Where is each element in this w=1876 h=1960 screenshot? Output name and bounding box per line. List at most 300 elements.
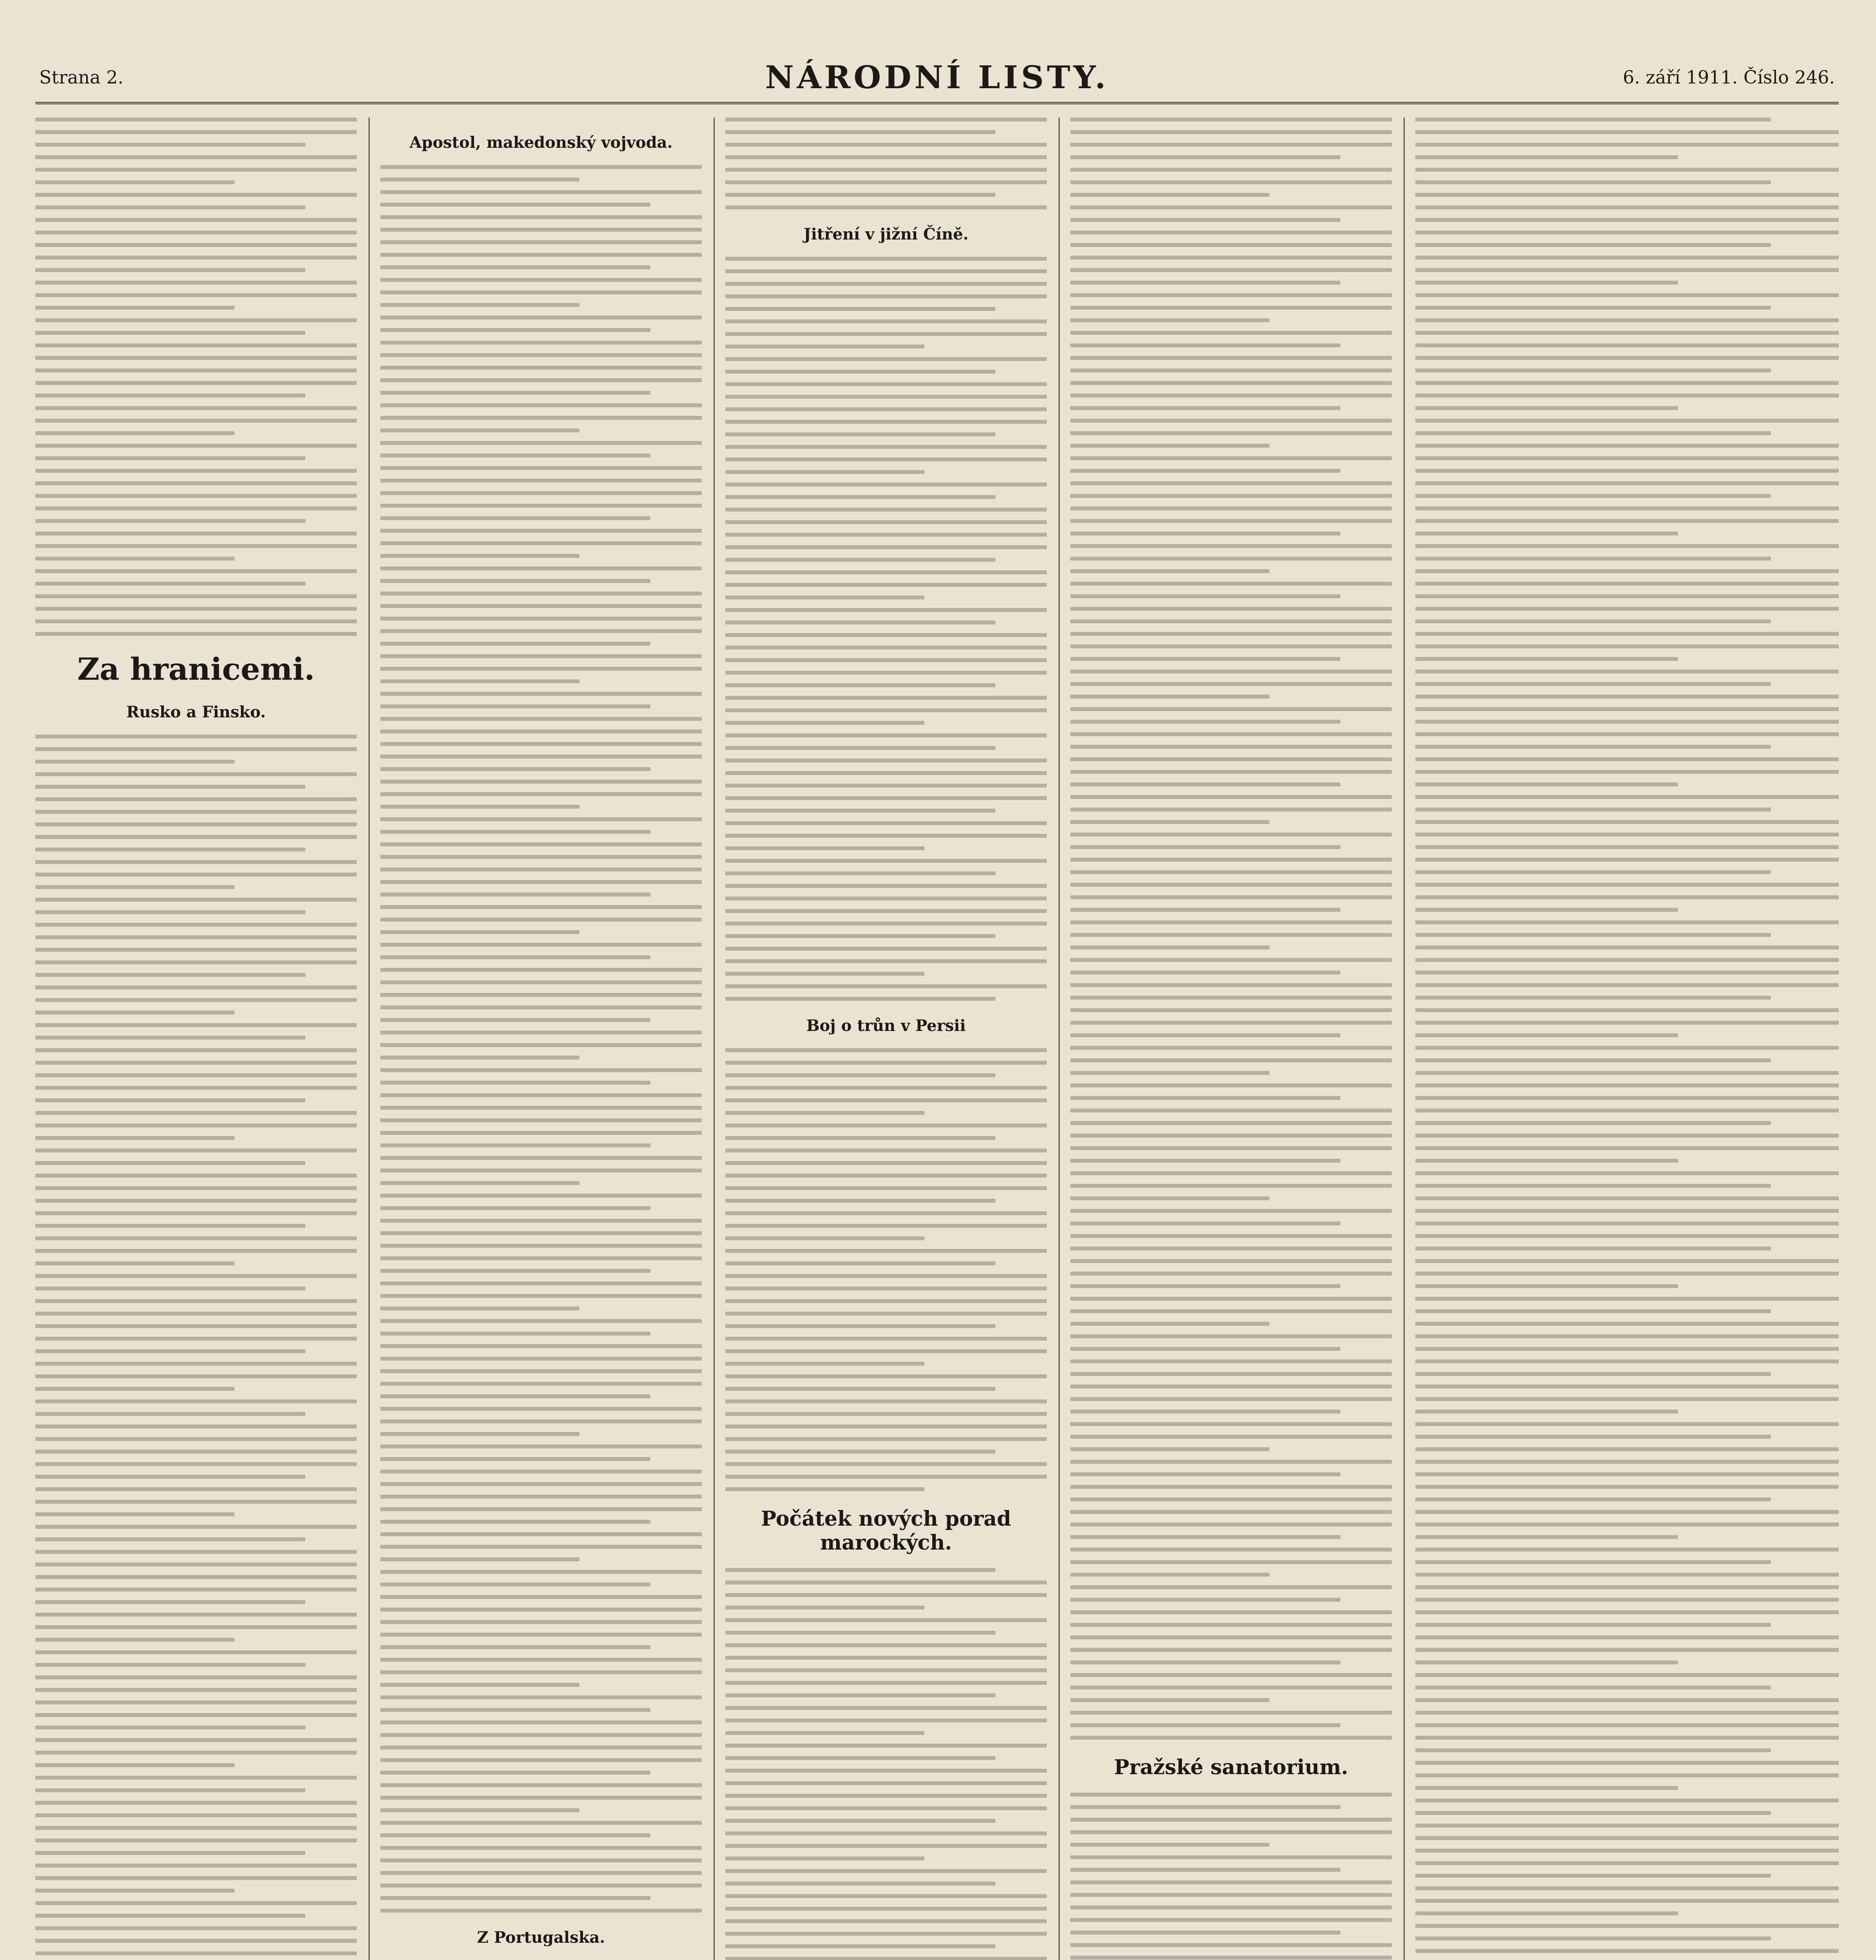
text-line: [1070, 143, 1392, 147]
text-line: [1415, 1359, 1839, 1363]
text-line: [380, 679, 579, 683]
text-line: [1070, 394, 1392, 397]
text-line: [1070, 268, 1392, 272]
text-line: [725, 1806, 1047, 1810]
text-line: [1070, 1585, 1392, 1589]
text-line: [380, 1194, 702, 1198]
text-line: [1070, 1422, 1392, 1426]
text-line: [380, 817, 702, 821]
text-line: [35, 1462, 357, 1466]
text-line: [35, 118, 357, 122]
text-line: [1070, 118, 1392, 122]
text-line: [380, 1470, 702, 1474]
text-line: [1415, 1736, 1839, 1740]
text-line: [725, 1719, 1047, 1722]
text-line: [35, 1650, 357, 1654]
text-line: [1070, 908, 1340, 912]
text-line: [1415, 1372, 1771, 1376]
text-line: [35, 747, 357, 751]
text-line: [1415, 757, 1839, 761]
text-line: [1415, 506, 1839, 510]
text-line: [725, 1475, 1047, 1479]
text-line: [380, 1520, 650, 1524]
text-line: [1070, 1868, 1340, 1872]
text-line: [1415, 594, 1839, 598]
text-line: [1070, 343, 1340, 347]
text-line: [725, 633, 1047, 637]
text-line: [1415, 1272, 1839, 1276]
text-line: [725, 708, 1047, 712]
text-line: [1415, 858, 1839, 862]
text-line: [1415, 946, 1839, 949]
text-line: [35, 1926, 357, 1930]
text-line: [1070, 1523, 1392, 1526]
text-line: [35, 1299, 357, 1303]
text-line: [1415, 1510, 1839, 1514]
text-line: [1070, 1843, 1269, 1847]
text-line: [725, 470, 924, 474]
text-line: [35, 1713, 357, 1717]
text-line: [1070, 406, 1340, 410]
text-line: [35, 205, 305, 209]
text-line: [1070, 707, 1392, 711]
text-line: [35, 444, 357, 448]
text-line: [725, 1061, 1047, 1065]
text-line: [725, 382, 1047, 386]
text-line: [1070, 569, 1269, 573]
text-line: [1070, 205, 1392, 209]
text-line: [1415, 218, 1839, 222]
text-line: [1070, 670, 1392, 673]
text-line: [725, 1668, 1047, 1672]
text-line: [1415, 870, 1771, 874]
text-line: [1415, 607, 1839, 611]
article-heading: Boj o trůn v Persii: [806, 1016, 966, 1035]
text-line: [1415, 118, 1771, 122]
text-line: [725, 205, 1047, 209]
text-line: [380, 792, 702, 796]
text-line: [380, 1068, 702, 1072]
text-line: [35, 519, 305, 523]
text-line: [380, 1281, 702, 1285]
text-line: [380, 1369, 702, 1373]
text-line: [725, 357, 1047, 361]
text-line: [725, 1425, 1047, 1428]
text-line: [725, 1287, 1047, 1290]
text-line: [1070, 1460, 1392, 1464]
text-line: [1070, 657, 1340, 661]
text-line: [1070, 808, 1392, 811]
text-line: [1415, 695, 1839, 699]
text-line: [35, 1199, 357, 1203]
text-line: [725, 445, 1047, 449]
text-line: [35, 1726, 305, 1730]
text-line: [1070, 594, 1340, 598]
text-line: [725, 345, 924, 348]
text-line: [1070, 1485, 1392, 1489]
text-line: [380, 1532, 702, 1536]
text-line: [1415, 130, 1839, 134]
text-line: [380, 566, 702, 570]
text-line: [1070, 1943, 1392, 1947]
column-1: [35, 118, 357, 1960]
text-line: [35, 1500, 357, 1504]
text-line: [725, 1098, 1047, 1102]
text-line: [1415, 1836, 1839, 1840]
text-line: [1415, 1447, 1839, 1451]
text-line: [725, 118, 1047, 122]
text-line: [1070, 858, 1392, 862]
text-line: [1415, 1196, 1839, 1200]
text-line: [1415, 1171, 1839, 1175]
text-line: [380, 403, 702, 407]
text-line: [380, 1106, 702, 1110]
text-line: [725, 193, 995, 197]
text-line: [1415, 1711, 1839, 1715]
text-line: [725, 168, 1047, 172]
text-line: [1070, 243, 1392, 247]
text-line: [380, 1858, 702, 1862]
text-line: [1070, 281, 1340, 285]
text-line: [35, 419, 357, 423]
text-line: [1070, 1334, 1392, 1338]
text-line: [380, 1118, 702, 1122]
text-line: [1415, 1134, 1839, 1138]
text-line: [35, 1149, 357, 1152]
text-line: [725, 1957, 1047, 1960]
text-line: [35, 1349, 305, 1353]
text-line: [1070, 1159, 1340, 1163]
text-line: [1415, 180, 1771, 184]
text-line: [1415, 920, 1839, 924]
text-line: [35, 1889, 234, 1893]
text-line: [380, 755, 702, 759]
text-line: [380, 1319, 702, 1323]
text-line: [1415, 1497, 1771, 1501]
text-line: [35, 1450, 357, 1454]
text-line: [1070, 381, 1392, 385]
text-line: [35, 1763, 234, 1767]
text-line: [35, 1048, 357, 1052]
text-line: [380, 1733, 702, 1737]
text-line: [725, 420, 1047, 424]
text-line: [380, 1771, 650, 1775]
text-line: [1070, 1648, 1392, 1652]
text-line: [35, 835, 357, 839]
text-line: [35, 293, 357, 297]
text-line: [1070, 1893, 1392, 1897]
text-line: [1070, 1083, 1392, 1087]
article-heading: Počátek nových porad marockých.: [761, 1507, 1011, 1555]
text-line: [725, 407, 1047, 411]
text-line: [35, 1236, 357, 1240]
text-line: [35, 1738, 357, 1742]
text-line: [380, 980, 702, 984]
text-line: [1070, 1385, 1392, 1388]
text-line: [1070, 1805, 1340, 1809]
text-line: [725, 1593, 1047, 1597]
text-line: [35, 1951, 357, 1955]
text-line: [380, 717, 702, 721]
text-line: [380, 918, 702, 922]
text-line: [1070, 1880, 1392, 1884]
text-line: [1415, 356, 1839, 360]
text-line: [380, 1884, 702, 1887]
text-line: [35, 230, 357, 234]
text-line: [1070, 456, 1392, 460]
text-line: [380, 1432, 579, 1436]
text-line: [725, 1894, 1047, 1898]
text-line: [35, 1700, 357, 1704]
text-line: [1070, 1793, 1392, 1797]
text-line: [380, 1670, 702, 1674]
text-line: [725, 1944, 995, 1948]
text-line: [725, 520, 1047, 524]
text-line: [380, 1608, 702, 1612]
text-line: [1070, 682, 1392, 686]
text-line: [380, 604, 702, 608]
text-line: [1415, 1811, 1771, 1815]
text-line: [1070, 1447, 1269, 1451]
text-line: [1070, 1309, 1392, 1313]
text-line: [1070, 230, 1392, 234]
text-line: [725, 1073, 995, 1077]
text-line: [35, 1425, 357, 1428]
text-line: [1070, 820, 1269, 824]
text-line: [35, 1061, 357, 1065]
text-line: [380, 1344, 702, 1348]
text-line: [1415, 444, 1839, 448]
text-line: [1415, 1008, 1839, 1012]
text-line: [1415, 519, 1839, 523]
text-line: [1415, 644, 1839, 648]
text-line: [1415, 406, 1678, 410]
text-line: [1415, 557, 1771, 561]
text-line: [380, 1131, 702, 1135]
text-line: [380, 1457, 650, 1461]
text-line: [1415, 745, 1771, 749]
text-line: [1070, 833, 1392, 837]
text-line: [725, 1769, 1047, 1773]
text-line: [1415, 469, 1839, 473]
text-line: [35, 1550, 357, 1554]
text-line: [35, 1399, 357, 1403]
text-line: [1415, 1924, 1839, 1928]
text-line: [1070, 293, 1392, 297]
text-line: [380, 240, 702, 244]
column-rule: [714, 118, 715, 1960]
text-line: [725, 1111, 924, 1115]
text-line: [380, 203, 650, 207]
text-line: [1415, 1046, 1839, 1050]
text-line: [725, 1086, 1047, 1090]
text-line: [1070, 1359, 1392, 1363]
text-line: [1070, 1021, 1392, 1025]
text-line: [1415, 1560, 1771, 1564]
text-line: [35, 1600, 305, 1604]
text-line: [1415, 1773, 1839, 1777]
text-line: [1070, 1535, 1340, 1539]
text-line: [1415, 1397, 1839, 1401]
text-line: [35, 760, 234, 764]
text-line: [1415, 143, 1839, 147]
text-line: [725, 307, 995, 311]
text-line: [1070, 1673, 1392, 1677]
text-line: [725, 658, 1047, 662]
text-line: [380, 1645, 650, 1649]
text-line: [1070, 155, 1340, 159]
text-line: [35, 973, 305, 977]
text-line: [725, 859, 1047, 863]
text-line: [1070, 532, 1340, 535]
text-line: [725, 1450, 995, 1454]
text-line: [35, 1901, 357, 1905]
text-line: [1415, 770, 1839, 774]
text-line: [1415, 230, 1839, 234]
text-line: [380, 1256, 702, 1260]
page-header: [35, 51, 1839, 104]
text-line: [380, 1896, 650, 1900]
text-line: [1415, 845, 1839, 849]
text-line: [380, 805, 579, 809]
text-line: [35, 1011, 234, 1014]
text-line: [1415, 720, 1839, 724]
text-line: [1415, 1748, 1771, 1752]
text-line: [35, 343, 357, 347]
text-line: [1070, 1410, 1340, 1414]
text-line: [1070, 1247, 1392, 1250]
text-line: [1070, 770, 1392, 774]
text-line: [380, 1909, 702, 1913]
text-line: [1415, 1548, 1839, 1552]
text-line: [35, 331, 305, 335]
text-line: [1415, 1472, 1839, 1476]
article-heading: Pražské sanatorium.: [1114, 1755, 1348, 1779]
text-line: [1070, 1397, 1392, 1401]
text-line: [35, 1136, 234, 1140]
text-line: [35, 948, 357, 952]
text-line: [1070, 1635, 1392, 1639]
text-line: [1415, 1121, 1771, 1125]
text-line: [35, 256, 357, 260]
text-line: [725, 1387, 995, 1391]
text-line: [1070, 494, 1392, 498]
text-line: [1070, 1573, 1269, 1577]
text-line: [380, 842, 702, 846]
text-line: [1415, 1033, 1678, 1037]
text-line: [725, 1756, 995, 1760]
text-line: [725, 1831, 1047, 1835]
text-line: [35, 1688, 357, 1692]
text-line: [1415, 1824, 1839, 1828]
text-line: [1415, 682, 1771, 686]
text-line: [1415, 1686, 1771, 1690]
text-line: [380, 1394, 650, 1398]
text-line: [35, 1324, 357, 1328]
text-line: [725, 1462, 1047, 1466]
text-line: [1070, 745, 1392, 749]
text-line: [1415, 381, 1839, 385]
text-line: [1415, 657, 1678, 661]
text-line: [1415, 431, 1771, 435]
text-line: [725, 294, 1047, 298]
text-line: [35, 1036, 305, 1040]
text-line: [1415, 1535, 1678, 1539]
text-line: [725, 759, 1047, 762]
text-line: [1415, 256, 1839, 260]
text-line: [380, 930, 579, 934]
text-line: [1415, 1874, 1771, 1878]
text-line: [725, 457, 1047, 461]
text-line: [1415, 1435, 1771, 1439]
text-line: [380, 1419, 702, 1423]
text-line: [1415, 1623, 1771, 1627]
text-line: [35, 910, 305, 914]
text-line: [1415, 1221, 1839, 1225]
text-line: [725, 508, 1047, 512]
text-line: [1415, 1698, 1839, 1702]
text-line: [35, 394, 305, 397]
text-line: [35, 1813, 357, 1817]
text-line: [1415, 155, 1678, 159]
column-rule: [369, 118, 370, 1960]
text-line: [35, 1261, 234, 1265]
text-line: [380, 1056, 579, 1060]
text-line: [380, 1871, 702, 1875]
text-line: [1415, 1284, 1678, 1288]
text-line: [1415, 1761, 1839, 1765]
text-line: [1415, 895, 1839, 899]
text-line: [1415, 1209, 1839, 1213]
text-line: [380, 692, 702, 696]
text-line: [35, 735, 357, 739]
issue-date: 6. září 1911. Číslo 246.: [1623, 67, 1835, 88]
text-line: [380, 905, 702, 909]
text-line: [725, 257, 1047, 261]
text-line: [380, 341, 702, 345]
text-line: [1070, 1221, 1340, 1225]
text-line: [380, 642, 650, 646]
text-line: [1070, 1830, 1392, 1834]
text-line: [35, 1274, 357, 1278]
text-line: [380, 1620, 702, 1624]
text-line: [380, 1495, 702, 1499]
text-line: [1070, 1008, 1392, 1012]
text-line: [35, 1788, 305, 1792]
text-line: [1415, 318, 1839, 322]
text-line: [725, 1249, 1047, 1253]
text-line: [35, 1249, 357, 1253]
text-line: [725, 621, 995, 624]
text-line: [725, 846, 924, 850]
text-line: [1070, 218, 1340, 222]
text-line: [725, 1681, 1047, 1685]
text-line: [380, 1583, 650, 1586]
text-line: [35, 268, 305, 272]
text-line: [35, 1939, 357, 1943]
text-line: [1070, 1284, 1340, 1288]
text-line: [35, 469, 357, 473]
text-line: [1070, 318, 1269, 322]
text-line: [35, 898, 357, 902]
text-line: [1415, 1899, 1839, 1903]
text-line: [35, 481, 357, 485]
text-line: [35, 785, 305, 789]
text-line: [380, 541, 702, 545]
text-line: [1415, 168, 1839, 172]
text-line: [380, 1445, 702, 1448]
text-line: [725, 1211, 1047, 1215]
